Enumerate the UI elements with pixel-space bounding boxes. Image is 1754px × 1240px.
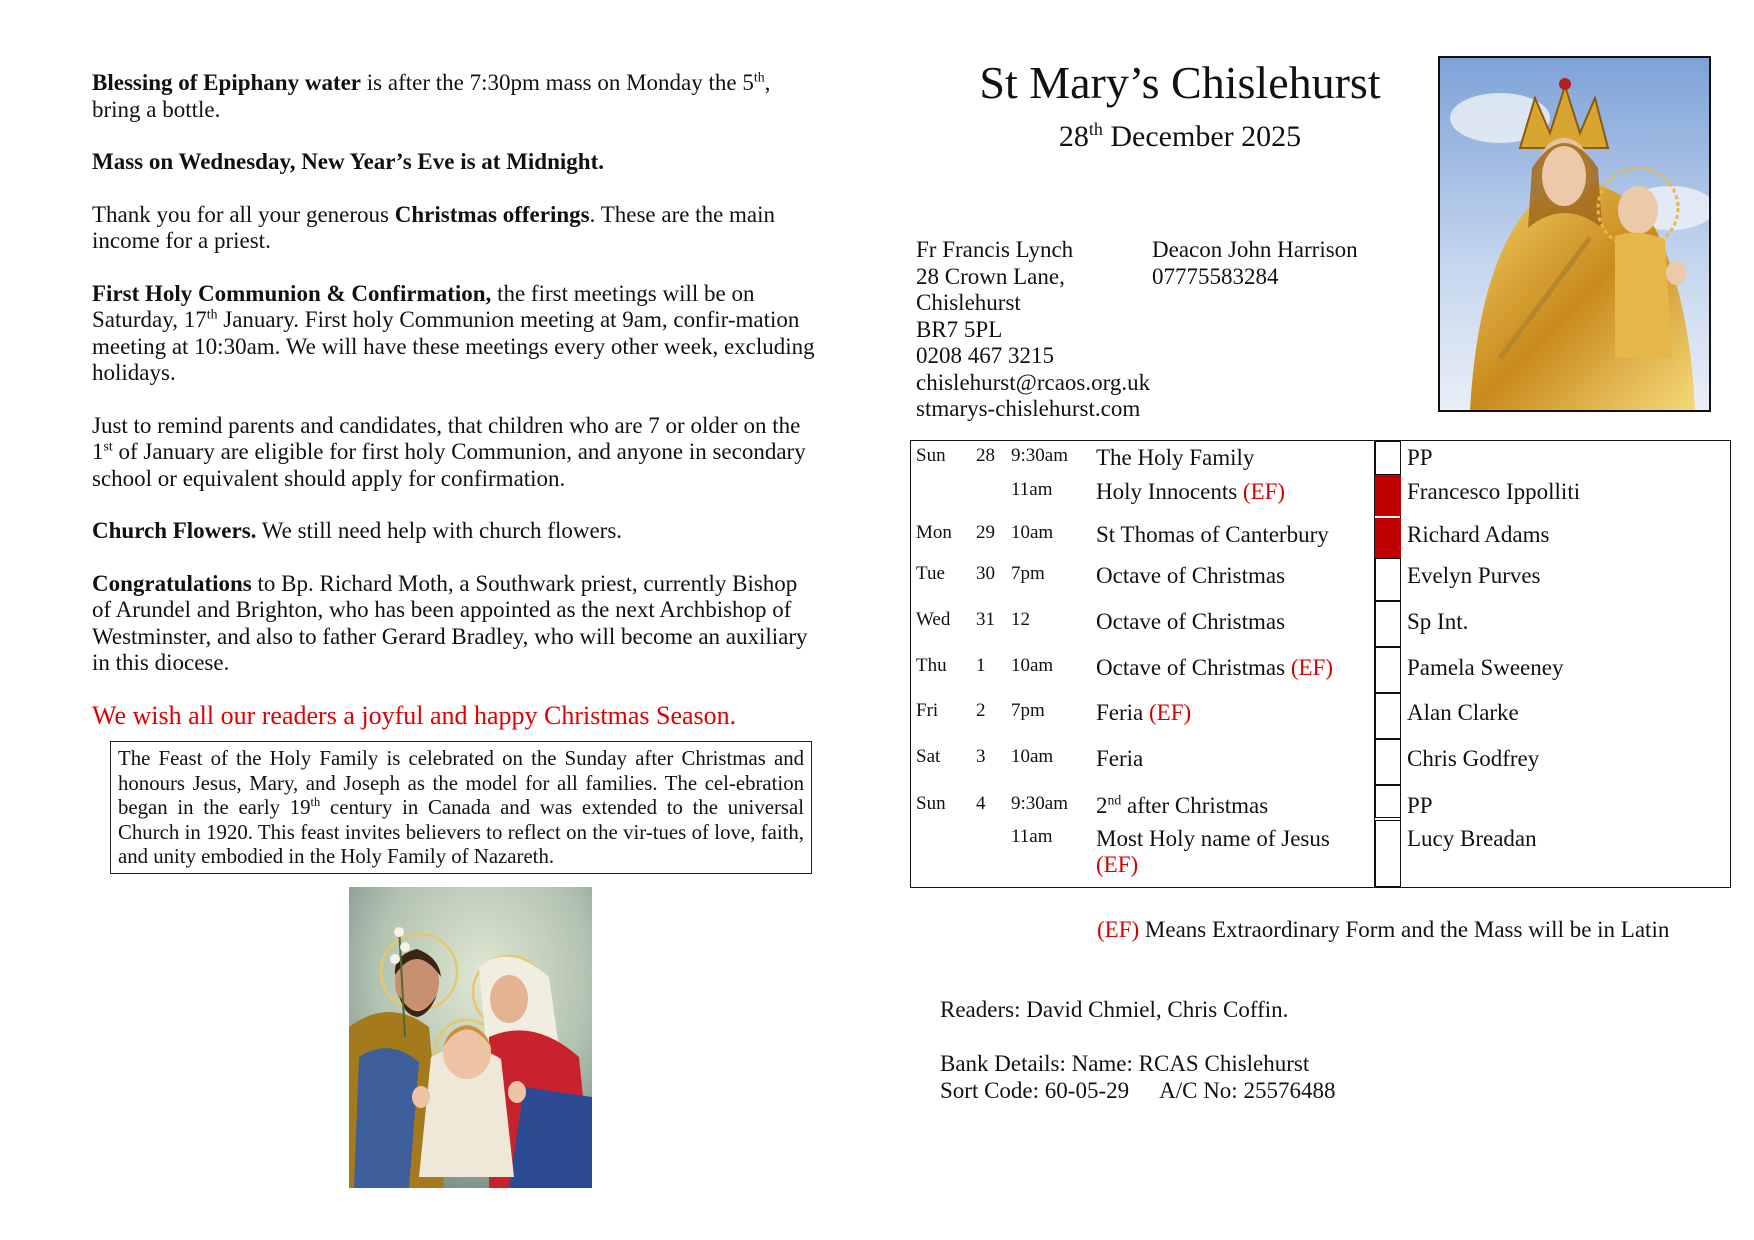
marker-box <box>1375 820 1401 887</box>
bank-codes: Sort Code: 60-05-29 A/C No: 25576488 <box>940 1077 1336 1103</box>
notice-christmas-offerings: Thank you for all your generous Christmas offerings. These are the main income for a priest. <box>92 201 776 253</box>
row-time: 7pm <box>1011 563 1045 584</box>
address-postcode: BR7 5PL <box>916 316 1003 342</box>
marker-box <box>1375 558 1401 601</box>
marker-box <box>1375 475 1401 516</box>
notice-reminder: Just to remind parents and candidates, that children who are 7 or older on the 1st of January are eligible for first holy Communion, and anyone in secondary school or equivalent should apply for confirmation. <box>92 412 806 491</box>
row-feast: Most Holy name of Jesus (EF) <box>1096 826 1330 877</box>
readers-list: Readers: David Chmiel, Chris Coffin. <box>940 997 1289 1022</box>
bank-name: Bank Details: Name: RCAS Chislehurst <box>940 1051 1310 1076</box>
bulletin-date: 28th December 2025 <box>1058 119 1302 153</box>
ef-legend: (EF) Means Extraordinary Form and the Mass will be in Latin <box>1097 917 1670 942</box>
notice-midnight-mass: Mass on Wednesday, New Year’s Eve is at Midnight. <box>92 149 604 174</box>
row-intention: Alan Clarke <box>1407 700 1519 725</box>
phone-number: 0208 467 3215 <box>916 343 1054 368</box>
row-feast: The Holy Family <box>1096 445 1255 470</box>
page-title: St Mary’s Chislehurst <box>979 57 1381 108</box>
marker-box <box>1375 647 1401 693</box>
row-time: 7pm <box>1011 700 1045 721</box>
email-link[interactable]: chislehurst@rcaos.org.uk <box>916 369 1151 395</box>
row-intention: Pamela Sweeney <box>1407 655 1564 680</box>
madonna-image <box>1438 56 1711 412</box>
priest-contact <box>916 237 1150 423</box>
row-feast: Octave of Christmas <box>1096 609 1286 634</box>
deacon-name: Deacon John Harrison <box>1152 237 1358 262</box>
row-date: 30 <box>976 563 995 584</box>
row-day: Wed <box>916 609 951 630</box>
row-intention: PP <box>1407 445 1433 470</box>
row-time: 10am <box>1011 746 1054 767</box>
row-date: 29 <box>976 522 995 543</box>
row-feast: Octave of Christmas (EF) <box>1096 655 1333 680</box>
marker-box <box>1375 441 1401 475</box>
holy-family-image <box>349 887 592 1188</box>
notice-congratulations: Congratulations to Bp. Richard Moth, a Southwark priest, currently Bishop of Arundel and Brighton, who has been appointed as the next Archbishop of Westminster, and also to father Gerard Bradley, who will become an auxiliary in this diocese. <box>92 570 808 675</box>
row-feast: Feria (EF) <box>1096 700 1192 725</box>
deacon-contact <box>1152 237 1358 290</box>
row-day: Mon <box>916 522 952 543</box>
marker-box <box>1375 785 1401 818</box>
holy-family-feast-box: The Feast of the Holy Family is celebrated on the Sunday after Christmas and honours Jesus, Mary, and Joseph as the model for all families. The cel-ebration began in the early 19th century in Canada and was extended to the universal Church in 1920. This feast invites believers to reflect on the vir-tues of love, faith, and unity embodied in the Holy Family of Nazareth. <box>110 741 812 874</box>
row-day: Sat <box>916 746 941 767</box>
row-day: Tue <box>916 563 945 584</box>
bank-details <box>940 1051 1335 1104</box>
priest-name: Fr Francis Lynch <box>916 237 1074 262</box>
row-date: 2 <box>976 700 986 721</box>
row-date: 1 <box>976 655 986 676</box>
row-feast: St Thomas of Canterbury <box>1096 522 1329 547</box>
row-intention: Evelyn Purves <box>1407 563 1541 588</box>
notice-epiphany: Blessing of Epiphany water is after the 7:30pm mass on Monday the 5th, bring a bottle. <box>92 69 771 122</box>
row-intention: Lucy Breadan <box>1407 826 1537 851</box>
row-time: 9:30am <box>1011 445 1068 466</box>
row-date: 28 <box>976 445 995 466</box>
website-link[interactable]: stmarys-chislehurst.com <box>916 396 1141 421</box>
notices-column <box>92 70 822 731</box>
row-feast: 2nd after Christmas <box>1096 792 1269 818</box>
row-date: 4 <box>976 793 986 814</box>
row-intention: Chris Godfrey <box>1407 746 1540 771</box>
notice-first-communion: First Holy Communion & Confirmation, the first meetings will be on Saturday, 17th January. First holy Communion meeting at 9am, confir-mation meeting at 10:30am. We will have these meetings every other week, excluding holidays. <box>92 280 815 385</box>
row-day: Sun <box>916 445 946 466</box>
row-time: 11am <box>1011 479 1053 500</box>
row-feast: Holy Innocents (EF) <box>1096 479 1286 504</box>
row-intention: Sp Int. <box>1407 609 1469 634</box>
row-intention: Francesco Ippolliti <box>1407 479 1581 504</box>
row-date: 3 <box>976 746 986 767</box>
deacon-phone: 07775583284 <box>1152 263 1279 289</box>
row-date: 31 <box>976 609 995 630</box>
row-feast: Octave of Christmas <box>1096 563 1286 588</box>
row-time: 10am <box>1011 655 1054 676</box>
row-time: 12 <box>1011 609 1030 630</box>
row-time: 10am <box>1011 522 1054 543</box>
marker-box <box>1375 693 1401 739</box>
address-town: Chislehurst <box>916 290 1021 315</box>
row-intention: Richard Adams <box>1407 522 1550 547</box>
christmas-wish: We wish all our readers a joyful and happy Christmas Season. <box>92 700 737 730</box>
row-day: Sun <box>916 793 946 814</box>
row-day: Fri <box>916 700 939 721</box>
row-feast: Feria <box>1096 746 1144 771</box>
marker-box <box>1375 739 1401 785</box>
row-time: 11am <box>1011 826 1053 847</box>
notice-church-flowers: Church Flowers. We still need help with church flowers. <box>92 518 623 543</box>
row-time: 9:30am <box>1011 793 1068 814</box>
marker-box <box>1375 601 1401 647</box>
address-line: 28 Crown Lane, <box>916 263 1065 289</box>
marker-box <box>1375 518 1401 558</box>
row-day: Thu <box>916 655 947 676</box>
mass-schedule-table <box>910 440 1731 888</box>
row-intention: PP <box>1407 793 1433 818</box>
